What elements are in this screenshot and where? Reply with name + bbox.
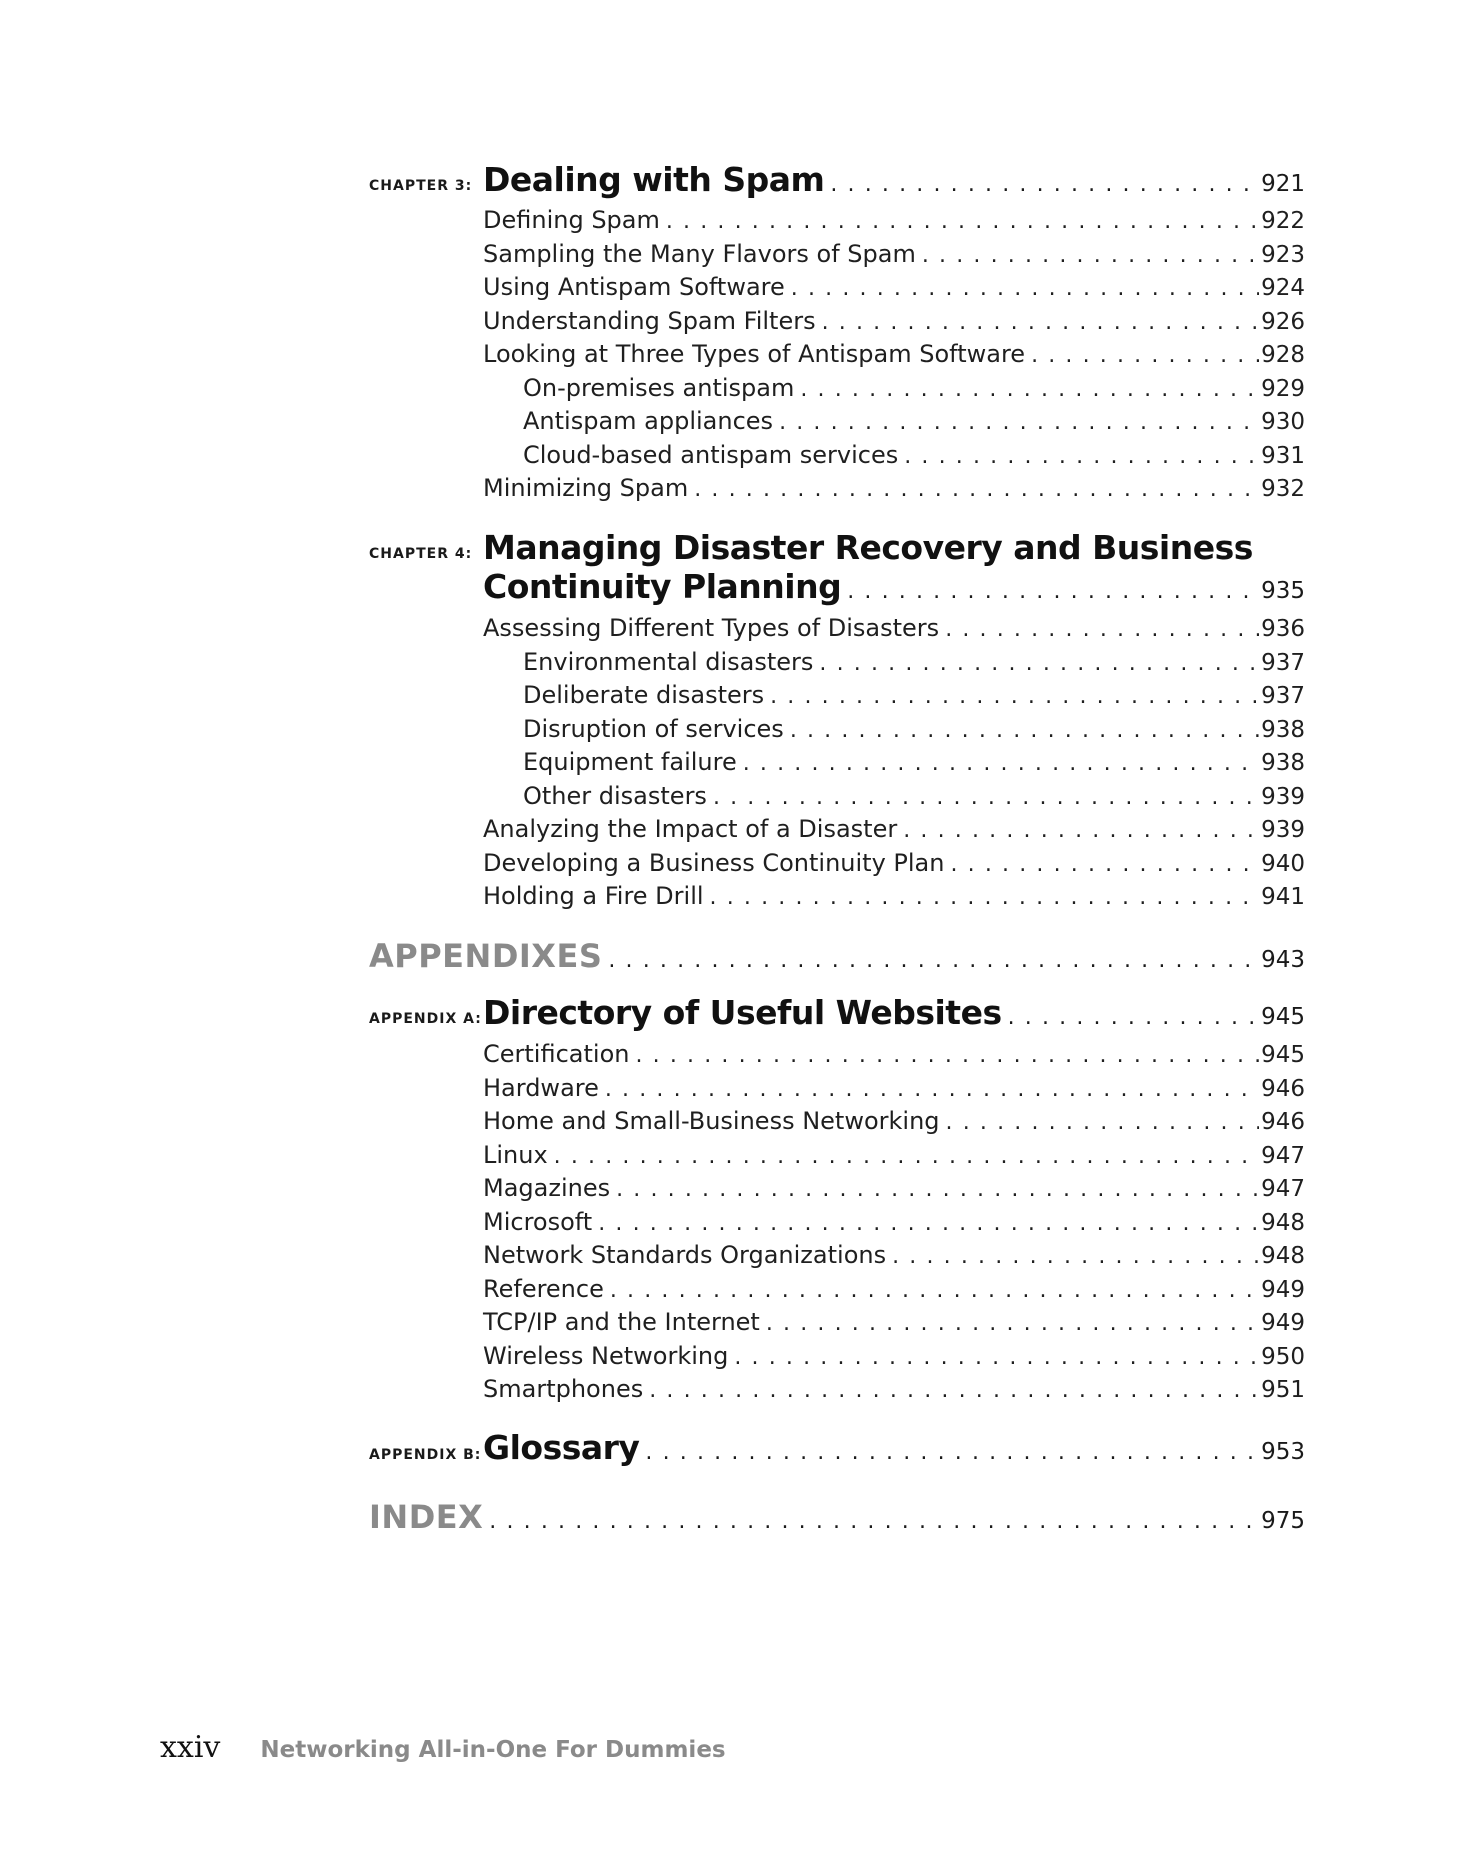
dot-leader: [554, 1144, 1259, 1169]
page-number: 931: [1261, 443, 1305, 469]
page-number: 939: [1261, 817, 1305, 843]
toc-entry[interactable]: [483, 273, 1305, 301]
toc-subentry[interactable]: [523, 715, 1305, 743]
toc-entry[interactable]: [483, 1275, 1305, 1303]
entry-title: Other disasters: [523, 782, 707, 810]
dot-leader: [892, 1244, 1259, 1269]
page-number: 939: [1261, 784, 1305, 810]
page-number: 938: [1261, 750, 1305, 776]
dot-leader: [645, 1440, 1259, 1465]
toc-entry[interactable]: [483, 1141, 1305, 1169]
entry-title: Linux: [483, 1141, 548, 1169]
entry-title: Certification: [483, 1040, 630, 1068]
page-number: 945: [1261, 1004, 1305, 1030]
dot-leader: [790, 718, 1259, 743]
entry-title: Home and Small-Business Networking: [483, 1107, 940, 1135]
page-number: 937: [1261, 650, 1305, 676]
entry-title: TCP/IP and the Internet: [483, 1308, 760, 1336]
page-number: 948: [1261, 1243, 1305, 1269]
dot-leader: [1008, 1005, 1259, 1030]
dot-leader: [791, 276, 1259, 301]
toc-entry[interactable]: [483, 1174, 1305, 1202]
page-number: 951: [1261, 1377, 1305, 1403]
toc-entry[interactable]: [483, 1040, 1305, 1068]
page-number: 929: [1261, 376, 1305, 402]
entry-title: Looking at Three Types of Antispam Software: [483, 340, 1026, 368]
toc-entry[interactable]: [483, 882, 1305, 910]
entry-title: Wireless Networking: [483, 1342, 729, 1370]
page-number: 930: [1261, 409, 1305, 435]
entry-title: Holding a Fire Drill: [483, 882, 704, 910]
page-number: 975: [1261, 1508, 1305, 1534]
entry-title: Minimizing Spam: [483, 474, 689, 502]
dot-leader: [830, 172, 1259, 197]
toc-entry[interactable]: [483, 340, 1305, 368]
toc-entry[interactable]: [483, 307, 1305, 335]
dot-leader: [713, 785, 1259, 810]
dot-leader: [710, 885, 1260, 910]
entry-title: Developing a Business Continuity Plan: [483, 849, 945, 877]
part-heading-index[interactable]: [369, 1498, 1305, 1536]
toc-subentry[interactable]: [523, 681, 1305, 709]
entry-title: Cloud-based antispam services: [523, 441, 899, 469]
dot-leader: [819, 651, 1259, 676]
dot-leader: [694, 477, 1259, 502]
toc-entry[interactable]: [483, 614, 1305, 642]
page-number: 947: [1261, 1143, 1305, 1169]
toc-entry[interactable]: [483, 1074, 1305, 1102]
entry-title: Antispam appliances: [523, 407, 774, 435]
entry-title: Sampling the Many Flavors of Spam: [483, 240, 916, 268]
entry-title: Understanding Spam Filters: [483, 307, 816, 335]
toc-entry[interactable]: [483, 815, 1305, 843]
toc-entry[interactable]: [483, 240, 1305, 268]
page-number: 922: [1261, 208, 1305, 234]
entry-title: Disruption of services: [523, 715, 784, 743]
appendix-label: APPENDIX B:: [369, 1447, 482, 1463]
entry-title: Network Standards Organizations: [483, 1241, 887, 1269]
chapter-title-line2: Continuity Planning: [483, 567, 842, 606]
dot-leader: [598, 1211, 1259, 1236]
appendix-title: Glossary: [483, 1428, 640, 1467]
entry-title: Assessing Different Types of Disasters: [483, 614, 940, 642]
page-number: 926: [1261, 309, 1305, 335]
entry-title: Analyzing the Impact of a Disaster: [483, 815, 898, 843]
page-number: 923: [1261, 242, 1305, 268]
chapter-heading[interactable]: [483, 567, 1305, 606]
entry-title: Using Antispam Software: [483, 273, 785, 301]
entry-title: On-premises antispam: [523, 374, 795, 402]
page-number: 949: [1261, 1277, 1305, 1303]
toc-subentry[interactable]: [523, 407, 1305, 435]
dot-leader: [616, 1177, 1259, 1202]
page-number: 932: [1261, 476, 1305, 502]
dot-leader: [779, 410, 1259, 435]
dot-leader: [635, 1043, 1259, 1068]
chapter-label: CHAPTER 4:: [369, 546, 473, 562]
dot-leader: [922, 243, 1259, 268]
chapter-heading[interactable]: [483, 160, 1305, 199]
chapter-heading-line1[interactable]: [483, 528, 1305, 567]
footer-page-number: xxiv: [160, 1730, 221, 1765]
page-number: 946: [1261, 1109, 1305, 1135]
footer-book-title: Networking All-in-One For Dummies: [260, 1737, 726, 1763]
entry-title: Reference: [483, 1275, 604, 1303]
toc-entry[interactable]: [483, 1241, 1305, 1269]
page-number: 921: [1261, 171, 1305, 197]
toc-entry[interactable]: [483, 1308, 1305, 1336]
dot-leader: [610, 1278, 1259, 1303]
part-title: APPENDIXES: [369, 937, 603, 975]
toc-subentry[interactable]: [523, 748, 1305, 776]
dot-leader: [847, 579, 1259, 604]
dot-leader: [489, 1509, 1259, 1534]
dot-leader: [734, 1345, 1259, 1370]
entry-title: Microsoft: [483, 1208, 593, 1236]
entry-title: Smartphones: [483, 1375, 644, 1403]
dot-leader: [649, 1378, 1259, 1403]
page-number: 946: [1261, 1076, 1305, 1102]
page-number: 949: [1261, 1310, 1305, 1336]
page-number: 948: [1261, 1210, 1305, 1236]
dot-leader: [904, 444, 1259, 469]
dot-leader: [945, 617, 1259, 642]
dot-leader: [770, 684, 1259, 709]
dot-leader: [608, 948, 1259, 973]
dot-leader: [766, 1311, 1259, 1336]
chapter-title: Dealing with Spam: [483, 160, 825, 199]
dot-leader: [946, 1110, 1260, 1135]
toc-subentry[interactable]: [523, 441, 1305, 469]
toc-subentry[interactable]: [523, 782, 1305, 810]
part-heading-appendixes[interactable]: [369, 937, 1305, 975]
page-number: 935: [1261, 578, 1305, 604]
appendix-label: APPENDIX A:: [369, 1011, 482, 1027]
page-number: 924: [1261, 275, 1305, 301]
chapter-title-line1: Managing Disaster Recovery and Business: [483, 528, 1253, 567]
dot-leader: [800, 377, 1259, 402]
toc-entry[interactable]: [483, 1375, 1305, 1403]
page-footer: [160, 1730, 726, 1765]
toc-entry[interactable]: [483, 1342, 1305, 1370]
chapter-label: CHAPTER 3:: [369, 178, 473, 194]
page-number: 945: [1261, 1042, 1305, 1068]
entry-title: Defining Spam: [483, 206, 660, 234]
part-title: INDEX: [369, 1498, 484, 1536]
page-number: 940: [1261, 851, 1305, 877]
page-number: 953: [1261, 1439, 1305, 1465]
page-number: 936: [1261, 616, 1305, 642]
page-number: 938: [1261, 717, 1305, 743]
dot-leader: [903, 818, 1259, 843]
toc-entry[interactable]: [483, 849, 1305, 877]
page-number: 941: [1261, 884, 1305, 910]
dot-leader: [950, 852, 1259, 877]
entry-title: Hardware: [483, 1074, 599, 1102]
toc-entry[interactable]: [483, 1208, 1305, 1236]
entry-title: Environmental disasters: [523, 648, 814, 676]
appendix-title: Directory of Useful Websites: [483, 993, 1002, 1032]
dot-leader: [743, 751, 1259, 776]
toc-entry[interactable]: [483, 474, 1305, 502]
entry-title: Magazines: [483, 1174, 611, 1202]
dot-leader: [1031, 343, 1259, 368]
page-number: 943: [1261, 947, 1305, 973]
dot-leader: [666, 209, 1259, 234]
toc-entry[interactable]: [483, 206, 1305, 234]
toc-entry[interactable]: [483, 1107, 1305, 1135]
entry-title: Deliberate disasters: [523, 681, 765, 709]
page-number: 950: [1261, 1344, 1305, 1370]
dot-leader: [605, 1077, 1259, 1102]
appendix-heading[interactable]: [483, 1428, 1305, 1467]
dot-leader: [822, 310, 1260, 335]
appendix-heading[interactable]: [483, 993, 1305, 1032]
toc-subentry[interactable]: [523, 648, 1305, 676]
page-number: 928: [1261, 342, 1305, 368]
toc-subentry[interactable]: [523, 374, 1305, 402]
page-number: 947: [1261, 1176, 1305, 1202]
entry-title: Equipment failure: [523, 748, 737, 776]
page-number: 937: [1261, 683, 1305, 709]
